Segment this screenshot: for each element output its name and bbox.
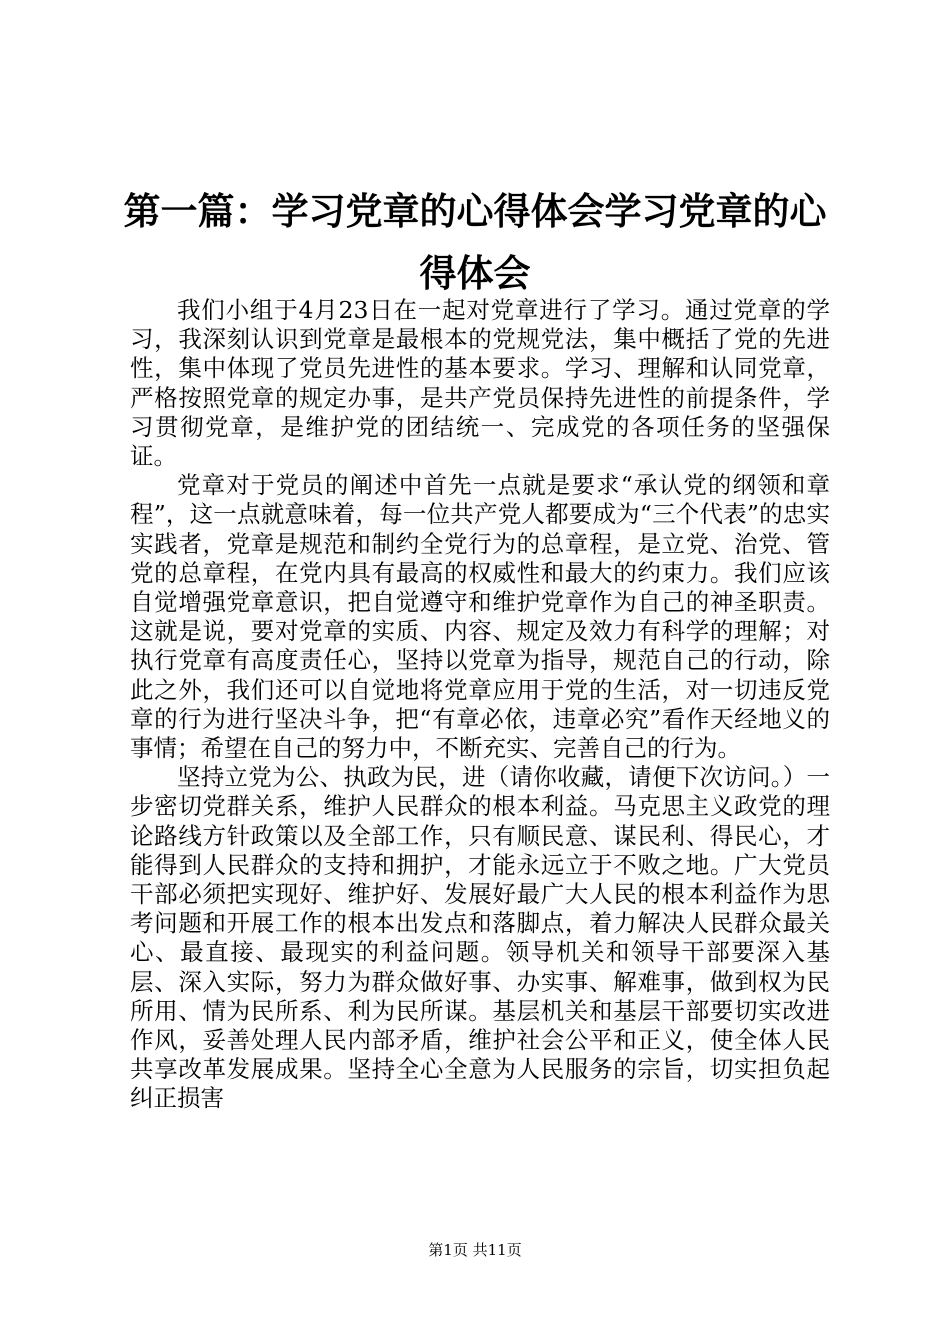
document-body	[130, 296, 830, 1114]
paragraph: 党章对于党员的阐述中首先一点就是要求“承认党的纲领和章程”，这一点就意味着，每一位共产党人都要成为“三个代表”的忠实实践者，党章是规范和制约全党行为的总章程，是立党、治党、管党的总章程，在党内具有最高的权威性和最大的约束力。我们应该自觉增强党章意识，把自觉遵守和维护党章作为自己的神圣职责。这就是说，要对党章的实质、内容、规定及效力有科学的理解；对执行党章有高度责任心，坚持以党章为指导，规范自己的行动，除此之外，我们还可以自觉地将党章应用于党的生活，对一切违反党章的行为进行坚决斗争，把“有章必依，违章必究”看作天经地义的事情；希望在自己的努力中，不断充实、完善自己的行为。	[130, 471, 830, 763]
paragraph: 我们小组于4月23日在一起对党章进行了学习。通过党章的学习，我深刻认识到党章是最根本的党规党法，集中概括了党的先进性，集中体现了党员先进性的基本要求。学习、理解和认同党章，严格按照党章的规定办事，是共产党员保持先进性的前提条件，学习贯彻党章，是维护党的团结统一、完成党的各项任务的坚强保证。	[130, 296, 830, 471]
page-number-footer: 第1页 共11页	[428, 1241, 522, 1259]
paragraph: 坚持立党为公、执政为民，进（请你收藏，请便下次访问。）一步密切党群关系，维护人民群众的根本利益。马克思主义政党的理论路线方针政策以及全部工作，只有顺民意、谋民利、得民心，才能得到人民群众的支持和拥护，才能永远立于不败之地。广大党员干部必须把实现好、维护好、发展好最广大人民的根本利益作为思考问题和开展工作的根本出发点和落脚点，着力解决人民群众最关心、最直接、最现实的利益问题。领导机关和领导干部要深入基层、深入实际，努力为群众做好事、办实事、解难事，做到权为民所用、情为民所系、利为民所谋。基层机关和基层干部要切实改进作风，妥善处理人民内部矛盾，维护社会公平和正义，使全体人民共享改革发展成果。坚持全心全意为人民服务的宗旨，切实担负起纠正损害	[130, 763, 830, 1113]
document-title: 第一篇：学习党章的心得体会学习党章的心得体会	[123, 189, 827, 295]
